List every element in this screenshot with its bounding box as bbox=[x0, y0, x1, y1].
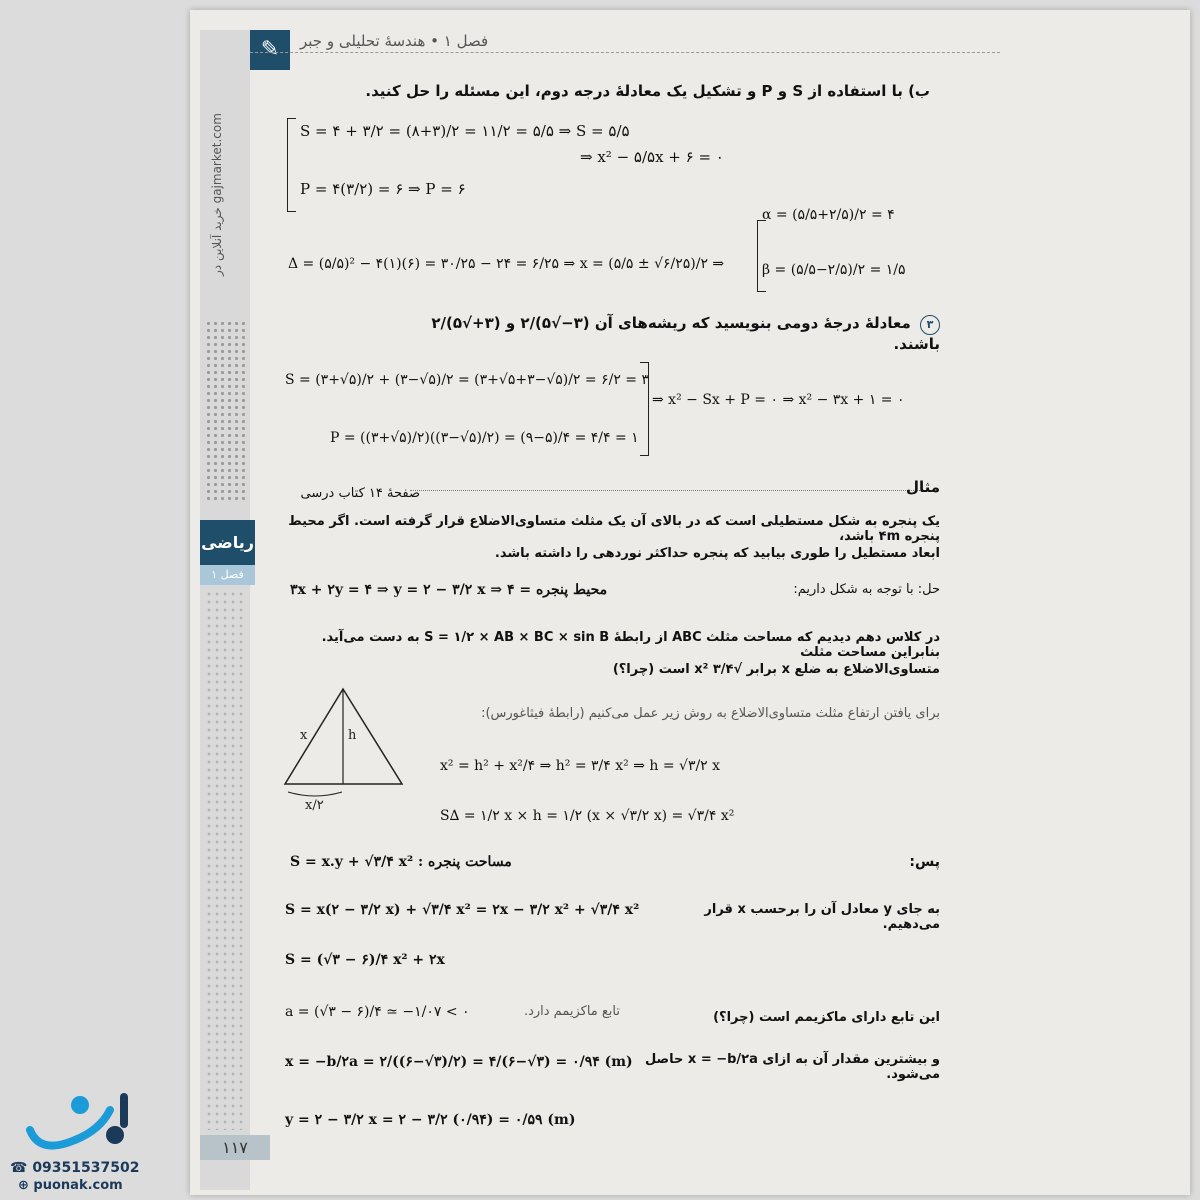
dot-pattern bbox=[205, 320, 245, 500]
x-solution: x = −b/۲a = ۲/((۶−√۳)/۲) = ۴/(۶−√۳) = ۰/۹۴ (m) bbox=[285, 1054, 633, 1070]
brace-q3 bbox=[640, 362, 649, 456]
max-note: تابع ماکزیمم دارد. bbox=[523, 1004, 620, 1019]
example-title: مثال bbox=[905, 478, 940, 496]
site-url: puonak.com bbox=[33, 1178, 123, 1193]
triangle-base-label: x/۲ bbox=[305, 798, 324, 813]
substitute-text: به جای y معادل آن را برحسب x قرار می‌دهیم. bbox=[704, 902, 940, 932]
y-solution: y = ۲ − ۳/۲ x = ۲ − ۳/۲ (۰/۹۴) = ۰/۵۹ (m) bbox=[285, 1112, 576, 1128]
example-divider bbox=[410, 490, 928, 491]
example-text-2: ابعاد مستطیل را طوری بیابید که پنجره حداکثر نوردهی را داشته باشد. bbox=[494, 546, 940, 561]
part-b-s: S = ۴ + ۳/۲ = (۸+۳)/۲ = ۱۱/۲ = ۵/۵ ⇒ S = ۵/۵ bbox=[300, 122, 630, 140]
triangle-figure bbox=[280, 684, 410, 824]
example-text-1: یک پنجره به شکل مستطیلی است که در بالای آن یک مثلث متساوی‌الاضلاع قرار گرفته است. اگر محیط پنجره ۴m باشد، bbox=[288, 514, 940, 544]
root-alpha: α = (۵/۵+۲/۵)/۲ = ۴ bbox=[762, 207, 895, 223]
q3-s: S = (۳+√۵)/۲ + (۳−√۵)/۲ = (۳+√۵+۳−√۵)/۲ = ۶/۲ = ۳ bbox=[285, 372, 649, 388]
dot-pattern-lower bbox=[205, 590, 245, 1130]
area-text-1: در کلاس دهم دیدیم که مساحت مثلث ABC از رابطهٔ S = ۱/۲ × AB × BC × sin B به دست می‌آید. بنابراین مساحت مثلث bbox=[321, 630, 940, 660]
triangle-side-label: x bbox=[300, 728, 308, 743]
so-label: پس: bbox=[909, 854, 940, 870]
question-3-text: معادلهٔ درجهٔ دومی بنویسید که ریشه‌های آن (۳−√۵)/۲ و (۳+√۵)/۲ باشند. bbox=[431, 314, 940, 353]
brand-name bbox=[48, 1098, 50, 1099]
side-watermark-text: خرید آنلاین در gajmarket.com bbox=[210, 113, 224, 277]
page-number: ۱۱۷ bbox=[200, 1135, 270, 1160]
part-b-result: ⇒ x² − ۵/۵x + ۶ = ۰ bbox=[580, 148, 724, 166]
triangle-area-equation: S∆ = ۱/۲ x × h = ۱/۲ (x × √۳/۲ x) = √۳/۴ x² bbox=[440, 808, 735, 824]
substituted-equation: S = x(۲ − ۳/۲ x) + √۳/۴ x² = ۲x − ۳/۲ x² + √۳/۴ x² bbox=[285, 902, 640, 918]
solution-label: حل: با توجه به شکل داریم: bbox=[793, 582, 940, 597]
q3-result: ⇒ x² − Sx + P = ۰ ⇒ x² − ۳x + ۱ = ۰ bbox=[652, 392, 905, 408]
publisher-logo-icon: ✎ bbox=[250, 30, 290, 70]
watermark-phone: ☎ 09351537502 bbox=[10, 1160, 140, 1176]
phone-number: 09351537502 bbox=[32, 1160, 140, 1176]
puonak-logo-icon bbox=[20, 1085, 140, 1155]
question-3 bbox=[410, 314, 940, 353]
brace-roots bbox=[757, 220, 766, 292]
final-area-equation: S = (√۳ − ۶)/۴ x² + ۲x bbox=[285, 952, 445, 968]
example-reference: صفحهٔ ۱۴ کتاب درسی bbox=[300, 486, 420, 501]
subject-tab: ریاضی bbox=[200, 520, 255, 565]
brace bbox=[287, 118, 296, 212]
part-b-p: P = ۴(۳/۲) = ۶ ⇒ P = ۶ bbox=[300, 180, 466, 198]
perimeter-equation: محیط پنجره = ۴ ⇒ ۳x + ۲y = ۴ ⇒ y = ۲ − ۳/۲ x bbox=[290, 582, 608, 598]
window-area-equation: مساحت پنجره : S = x.y + √۳/۴ x² bbox=[290, 854, 512, 870]
question-number: ۳ bbox=[920, 315, 940, 335]
q3-p: P = ((۳+√۵)/۲)((۳−√۵)/۲) = (۹−۵)/۴ = ۴/۴ = ۱ bbox=[330, 430, 639, 446]
height-equation: x² = h² + x²/۴ ⇒ h² = ۳/۴ x² ⇒ h = √۳/۲ x bbox=[440, 758, 721, 774]
header-divider bbox=[250, 52, 1000, 53]
height-intro: برای یافتن ارتفاع مثلث متساوی‌الاضلاع به روش زیر عمل می‌کنیم (رابطهٔ فیثاغورس): bbox=[481, 706, 940, 721]
chapter-header: فصل ۱ • هندسهٔ تحلیلی و جبر bbox=[300, 32, 489, 50]
triangle-height-label: h bbox=[348, 728, 357, 743]
part-b-delta: Δ = (۵/۵)² − ۴(۱)(۶) = ۳۰/۲۵ − ۲۴ = ۶/۲۵ ⇒ x = (۵/۵ ± √۶/۲۵)/۲ ⇒ bbox=[288, 256, 725, 272]
coefficient-a: a = (√۳ − ۶)/۴ ≃ −۱/۰۷ < ۰ bbox=[285, 1004, 470, 1020]
max-question: این تابع دارای ماکزیمم است (چرا؟) bbox=[713, 1010, 940, 1025]
subject-subtab: فصل ۱ bbox=[200, 565, 255, 585]
max-at-text: و بیشترین مقدار آن به ازای x = −b/۲a حاصل می‌شود. bbox=[644, 1052, 940, 1082]
watermark-site: ⊕ puonak.com bbox=[18, 1178, 123, 1193]
area-text-2: متساوی‌الاضلاع به ضلع x برابر √۳/۴ x² است (چرا؟) bbox=[612, 662, 940, 677]
part-b-intro: ب) با استفاده از S و P و تشکیل یک معادلهٔ درجه دوم، این مسئله را حل کنید. bbox=[365, 82, 930, 100]
root-beta: β = (۵/۵−۲/۵)/۲ = ۱/۵ bbox=[762, 262, 906, 278]
